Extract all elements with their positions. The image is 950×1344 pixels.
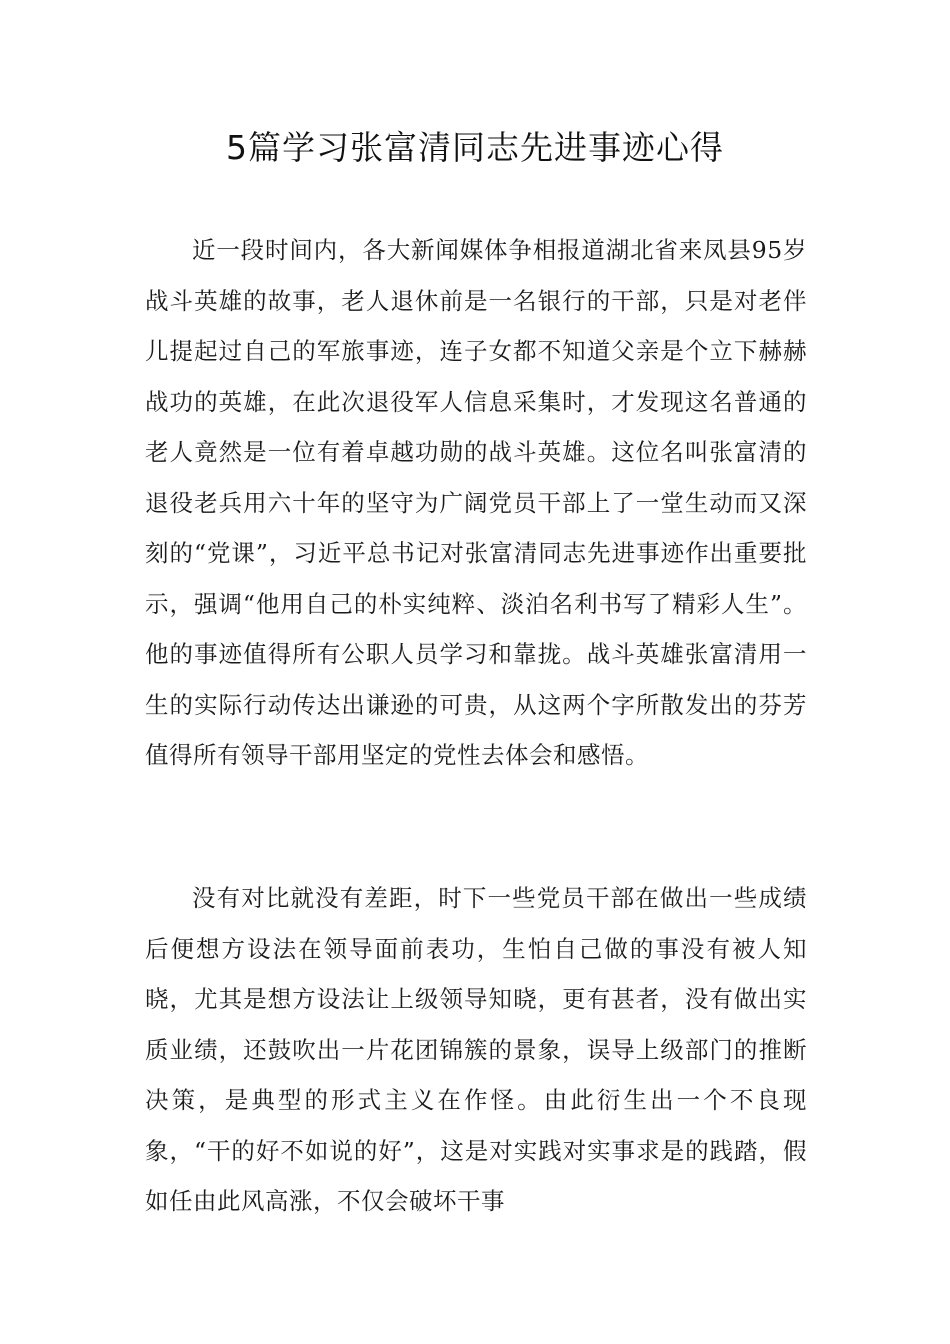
document-title: 5篇学习张富清同志先进事迹心得 bbox=[226, 128, 724, 167]
paragraph-2: 没有对比就没有差距，时下一些党员干部在做出一些成绩后便想方设法在领导面前表功，生怕自己做的事没有被人知晓，尤其是想方设法让上级领导知晓，更有甚者，没有做出实质业绩，还鼓吹出一片花团锦簇的景象，误导上级部门的推断决策，是典型的形式主义在作怪。由此衍生出一个不良现象，“干的好不如说的好”，这是对实践对实事求是的践踏，假如任由此风高涨，不仅会破坏干事 bbox=[145, 884, 807, 1215]
paragraph-1: 近一段时间内，各大新闻媒体争相报道湖北省来凤县95岁战斗英雄的故事，老人退休前是一名银行的干部，只是对老伴儿提起过自己的军旅事迹，连子女都不知道父亲是个立下赫赫战功的英雄，在此次退役军人信息采集时，才发现这名普通的老人竟然是一位有着卓越功勋的战斗英雄。这位名叫张富清的退役老兵用六十年的坚守为广阔党员干部上了一堂生动而又深刻的“党课”，习近平总书记对张富清同志先进事迹作出重要批示，强调“他用自己的朴实纯粹、淡泊名利书写了精彩人生”。他的事迹值得所有公职人员学习和靠拢。战斗英雄张富清用一生的实际行动传达出谦逊的可贵，从这两个字所散发出的芬芳值得所有领导干部用坚定的党性去体会和感悟。 bbox=[145, 236, 807, 769]
